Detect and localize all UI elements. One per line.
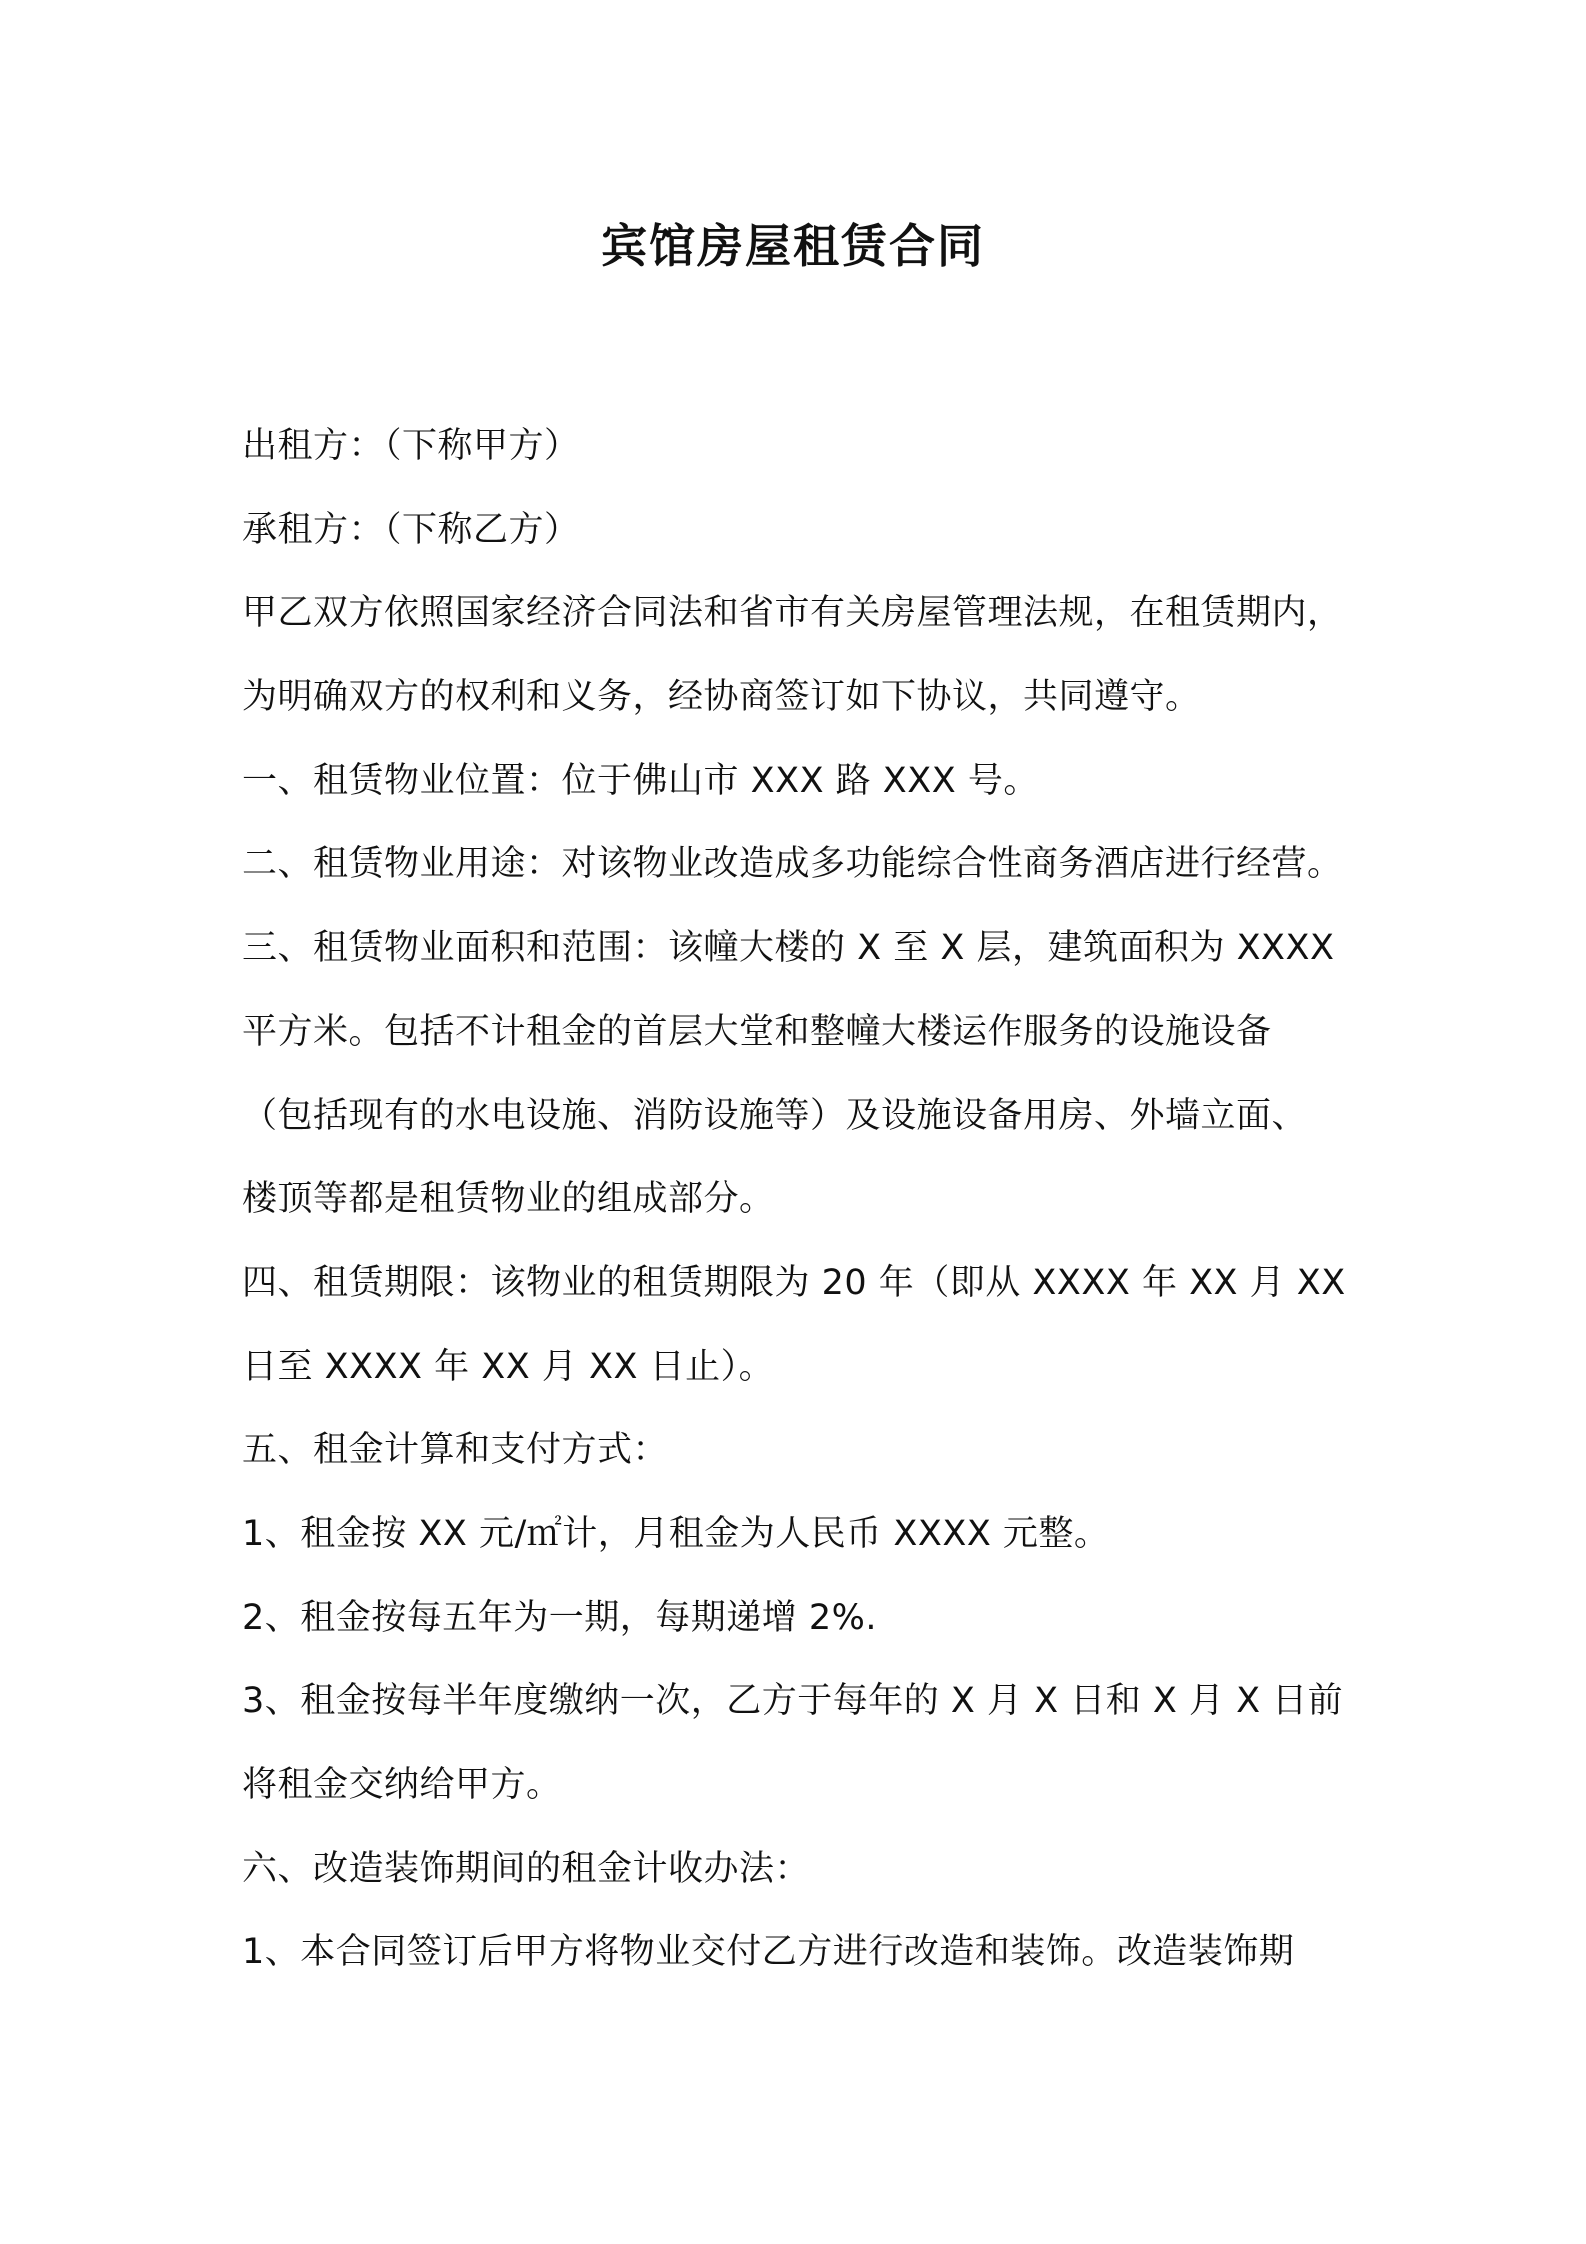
preamble-line-2: 为明确双方的权利和义务，经协商签订如下协议，共同遵守。 bbox=[242, 677, 1201, 718]
clause-1-location: 一、租赁物业位置：位于佛山市 XXX 路 XXX 号。 bbox=[242, 760, 1039, 801]
clause-6-heading: 六、改造装饰期间的租金计收办法： bbox=[242, 1848, 811, 1889]
clause-4-term-line-1: 四、租赁期限：该物业的租赁期限为 20 年（即从 XXXX 年 XX 月 XX bbox=[242, 1262, 1346, 1303]
clause-5-item-1: 1、租金按 XX 元/㎡计，月租金为人民币 XXXX 元整。 bbox=[242, 1513, 1110, 1554]
document-title: 宾馆房屋租赁合同 bbox=[601, 219, 985, 273]
clause-3-area-line-2: 平方米。包括不计租金的首层大堂和整幢大楼运作服务的设施设备 bbox=[242, 1011, 1272, 1052]
clause-5-item-3-line-2: 将租金交纳给甲方。 bbox=[242, 1765, 562, 1805]
clause-5-item-2: 2、租金按每五年为一期，每期递增 2%. bbox=[242, 1597, 878, 1638]
clause-3-area-line-1: 三、租赁物业面积和范围：该幢大楼的 X 至 X 层，建筑面积为 XXXX bbox=[242, 928, 1335, 969]
party-a-line: 出租方：（下称甲方） bbox=[242, 426, 580, 466]
party-b-line: 承租方：（下称乙方） bbox=[242, 509, 580, 550]
clause-6-item-1: 1、本合同签订后甲方将物业交付乙方进行改造和装饰。改造装饰期 bbox=[242, 1932, 1295, 1973]
clause-2-purpose: 二、租赁物业用途：对该物业改造成多功能综合性商务酒店进行经营。 bbox=[242, 844, 1343, 885]
clause-3-area-line-3: （包括现有的水电设施、消防设施等）及设施设备用房、外墙立面、 bbox=[242, 1095, 1308, 1136]
clause-3-area-line-4: 楼顶等都是租赁物业的组成部分。 bbox=[242, 1179, 775, 1220]
document-body bbox=[242, 405, 1382, 1995]
clause-5-heading: 五、租金计算和支付方式： bbox=[242, 1430, 669, 1471]
clause-5-item-3-line-1: 3、租金按每半年度缴纳一次，乙方于每年的 X 月 X 日和 X 月 X 日前 bbox=[242, 1681, 1344, 1722]
clause-4-term-line-2: 日至 XXXX 年 XX 月 XX 日止）。 bbox=[242, 1346, 775, 1387]
preamble-line-1: 甲乙双方依照国家经济合同法和省市有关房屋管理法规，在租赁期内， bbox=[242, 593, 1343, 634]
